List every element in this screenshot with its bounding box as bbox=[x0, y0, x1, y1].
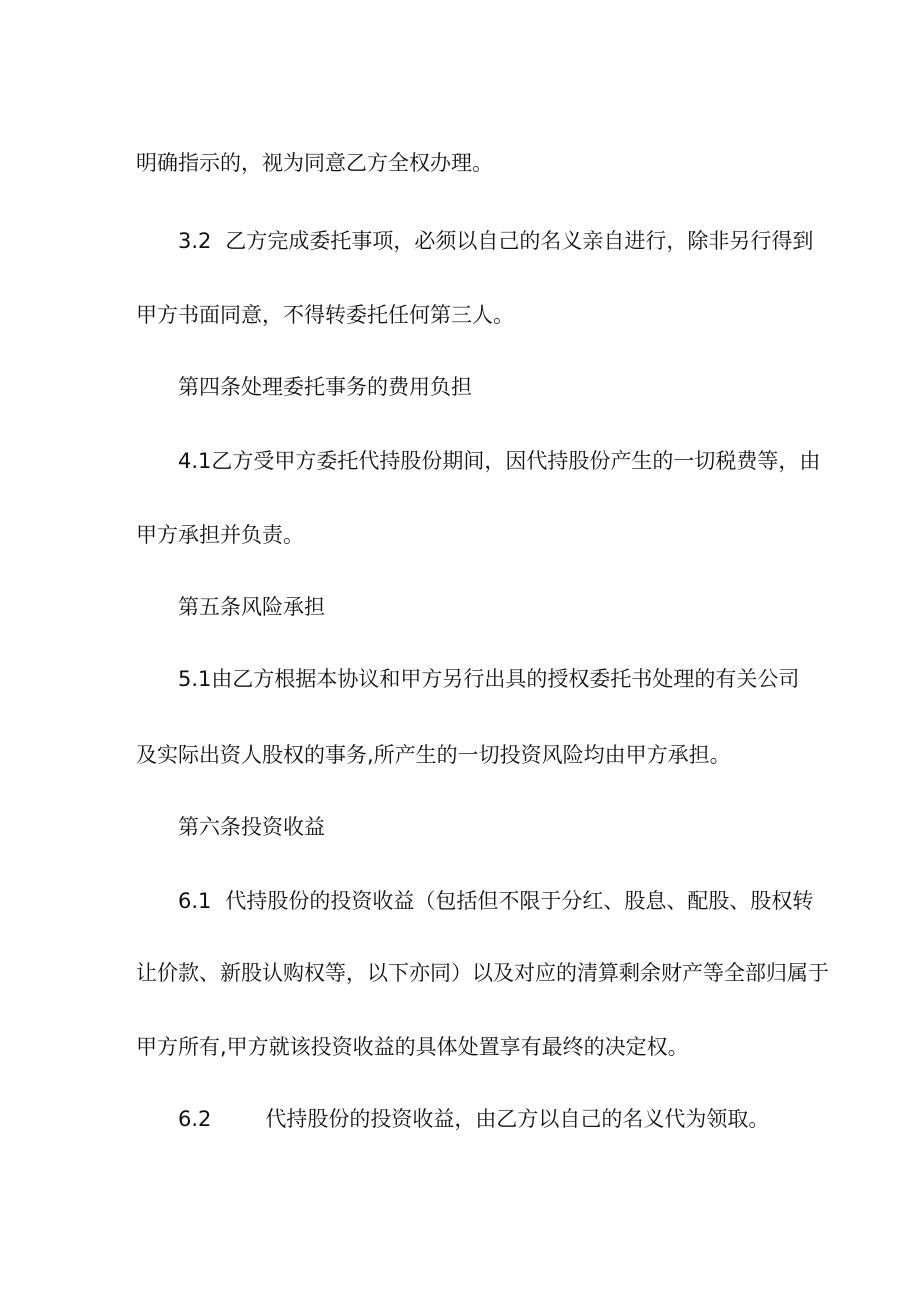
clause-5-1-line: 5.1由乙方根据本协议和甲方另行出具的授权委托书处理的有关公司 bbox=[178, 667, 800, 691]
clause-text: 代持股份的投资收益（包括但不限于分红、股息、配股、股权转 bbox=[225, 889, 814, 913]
paragraph-line-3: 甲方书面同意，不得转委托任何第三人。 bbox=[136, 303, 514, 327]
clause-number: 3.2 bbox=[178, 229, 212, 253]
paragraph-line-13: 甲方所有,甲方就该投资收益的具体处置享有最终的决定权。 bbox=[136, 1035, 689, 1059]
paragraph-line-12: 让价款、新股认购权等，以下亦同）以及对应的清算剩余财产等全部归属于 bbox=[136, 961, 829, 985]
paragraph-line-9: 及实际出资人股权的事务,所产生的一切投资风险均由甲方承担。 bbox=[136, 743, 731, 767]
clause-number: 6.1 bbox=[178, 889, 212, 913]
clause-6-2-line bbox=[178, 1104, 769, 1134]
clause-text: 乙方完成委托事项，必须以自己的名义亲自进行，除非另行得到 bbox=[225, 229, 814, 253]
clause-text: 代持股份的投资收益，由乙方以自己的名义代为领取。 bbox=[265, 1107, 770, 1131]
clause-6-1-line bbox=[178, 886, 813, 916]
paragraph-line-1: 明确指示的，视为同意乙方全权办理。 bbox=[136, 151, 493, 175]
article-5-heading: 第五条风险承担 bbox=[178, 595, 325, 619]
paragraph-line-6: 甲方承担并负责。 bbox=[136, 523, 304, 547]
article-4-heading: 第四条处理委托事务的费用负担 bbox=[178, 375, 472, 399]
clause-number: 6.2 bbox=[178, 1107, 212, 1131]
article-6-heading: 第六条投资收益 bbox=[178, 815, 325, 839]
clause-4-1-line: 4.1乙方受甲方委托代持股份期间，因代持股份产生的一切税费等，由 bbox=[178, 449, 821, 473]
clause-3-2-line bbox=[178, 226, 813, 256]
